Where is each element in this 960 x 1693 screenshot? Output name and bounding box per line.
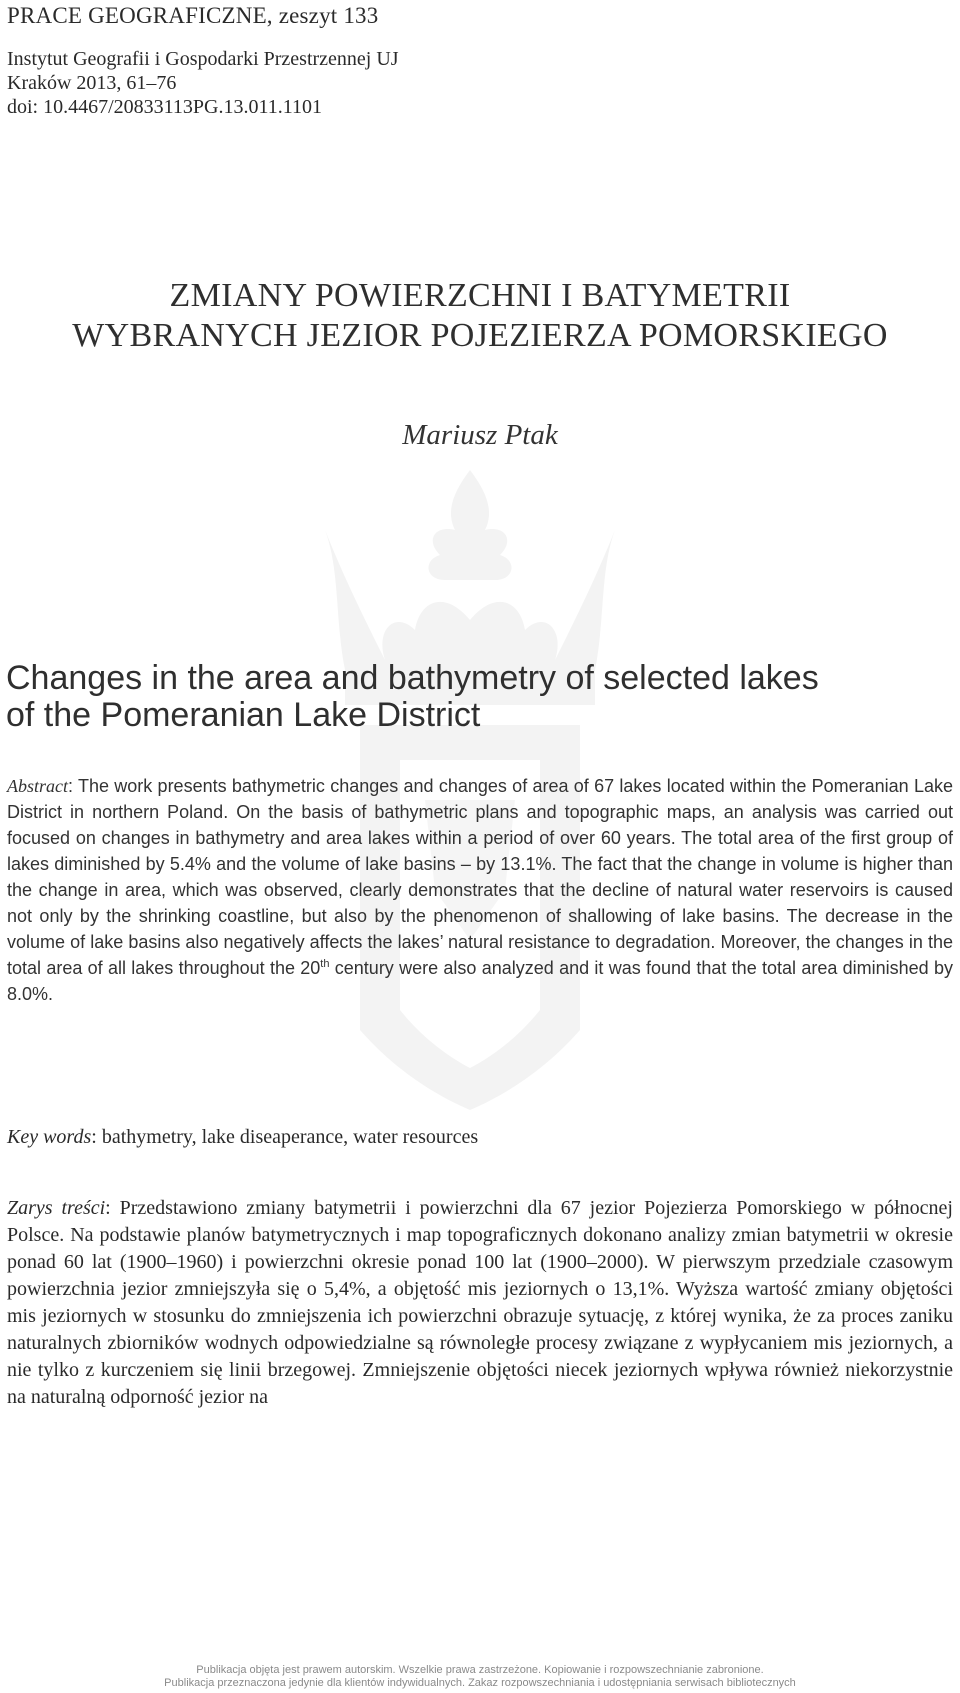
- place-year-pages: Kraków 2013, 61–76: [7, 72, 177, 94]
- polish-title: [0, 276, 960, 356]
- journal-name: PRACE GEOGRAFICZNE, zeszyt 133: [7, 3, 379, 28]
- keywords: Key words: bathymetry, lake diseaperance, water resources: [7, 1126, 479, 1148]
- copyright-line-1: Publikacja objęta jest prawem autorskim. Wszelkie prawa zastrzeżone. Kopiowanie i rozpowszechnianie zabronione.: [196, 1664, 764, 1676]
- abstract-superscript: th: [320, 958, 330, 970]
- polish-title-line-2: WYBRANYCH JEZIOR POJEZIERZA POMORSKIEGO: [72, 317, 888, 354]
- polish-summary-label: Zarys treści: [7, 1197, 106, 1219]
- institute-name: Instytut Geografii i Gospodarki Przestrzennej UJ: [7, 48, 399, 70]
- polish-title-line-1: ZMIANY POWIERZCHNI I BATYMETRII: [169, 277, 791, 314]
- journal-header: [7, 2, 607, 119]
- english-title-line-1: Changes in the area and bathymetry of selected lakes: [6, 659, 819, 697]
- polish-summary: Zarys treści: Przedstawiono zmiany batymetrii i powierzchni dla 67 jezior Pojezierza Pomorskiego w północnej Polsce. Na podstawie planów batymetrycznych i map topograficznych dokonano analizy zmian batymetrii w okresie ponad 60 lat (1900–1960) i powierzchni okresie ponad 100 lat (1900–2000). W pierwszym przedziale czasowym powierzchnia jezior zmniejszyła się o 5,4%, a objętość mis jeziornych o 13,1%. Wyższa wartość zmiany objętości mis jeziornych w stosunku do zmniejszenia ich powierzchni obrazuje sytuację, z której wynika, że za proces zaniku naturalnych zbiorników wodnych odpowiedzialne są równoległe procesy związane z wypłycaniem mis jeziornych, a nie tylko z kurczeniem się linii brzegowej. Zmniejszenie objętości niecek jeziornych wpływa również niekorzystnie na naturalną odporność jezior na: [7, 1197, 953, 1408]
- keywords-text: bathymetry, lake diseaperance, water resources: [101, 1126, 479, 1148]
- author-name: Mariusz Ptak: [402, 419, 558, 451]
- abstract-label: Abstract: [7, 776, 68, 796]
- english-title-line-2: of the Pomeranian Lake District: [6, 696, 481, 734]
- abstract: Abstract: The work presents bathymetric changes and changes of area of 67 lakes located within the Pomeranian Lake District in northern Poland. On the basis of bathymetric plans and topographic maps, an analysis was carried out focused on changes in bathymetry and area lakes within a period of over 60 years. The total area of the first group of lakes diminished by 5.4% and the volume of lake basins – by 13.1%. The fact that the change in volume is higher than the change in area, which was observed, clearly demonstrates that the decline of natural water reservoirs is caused not only by the shrinking coastline, but also by the phenomenon of shallowing of lake basins. The decrease in the volume of lake basins also negatively affects the lakes’ natural resistance to degradation. Moreover, the changes in the total area of all lakes throughout the 20th century were also analyzed and it was found that the total area diminished by 8.0%.: [7, 776, 953, 1004]
- polish-summary-text: Przedstawiono zmiany batymetrii i powierzchni dla 67 jezior Pojezierza Pomorskiego w północnej Polsce. Na podstawie planów batymetrycznych i map topograficznych dokonano analizy zmian batymetrii w okresie ponad 60 lat (1900–1960) i powierzchni okresie ponad 100 lat (1900–2000). W pierwszym przedziale czasowym powierzchnia jezior zmniejszyła się o 5,4%, a objętość mis jeziornych o 13,1%. Wyższa wartość zmiany objętości mis jeziornych w stosunku do zmniejszenia ich powierzchni obrazuje sytuację, z której wynika, że za proces zaniku naturalnych zbiorników wodnych odpowiedzialne są równoległe procesy związane z wypłycaniem mis jeziornych, a nie tylko z kurczeniem się linii brzegowej. Zmniejszenie objętości niecek jeziornych wpływa również niekorzystnie na naturalną odporność jezior na: [7, 1197, 953, 1408]
- publication-meta: [7, 47, 607, 119]
- english-title: [6, 660, 946, 734]
- copyright-line-2: Publikacja przeznaczona jedynie dla klientów indywidualnych. Zakaz rozpowszechniania i udostępniania serwisach bibliotecznych: [164, 1677, 796, 1689]
- copyright-footer: [0, 1664, 960, 1690]
- keywords-label: Key words: [7, 1126, 92, 1148]
- abstract-text-part-2: century were also analyzed and it was found that the total area diminished by 8.0%.: [7, 958, 953, 1004]
- doi: doi: 10.4467/20833113PG.13.011.1101: [7, 96, 323, 118]
- abstract-text-part-1: The work presents bathymetric changes and changes of area of 67 lakes located within the Pomeranian Lake District in northern Poland. On the basis of bathymetric plans and topographic maps, an analysis was carried out focused on changes in bathymetry and area lakes within a period of over 60 years. The total area of the first group of lakes diminished by 5.4% and the volume of lake basins – by 13.1%. The fact that the change in volume is higher than the change in area, which was observed, clearly demonstrates that the decline of natural water reservoirs is caused not only by the shrinking coastline, but also by the phenomenon of shallowing of lake basins. The decrease in the volume of lake basins also negatively affects the lakes’ natural resistance to degradation. Moreover, the changes in the total area of all lakes throughout the 20: [7, 776, 953, 978]
